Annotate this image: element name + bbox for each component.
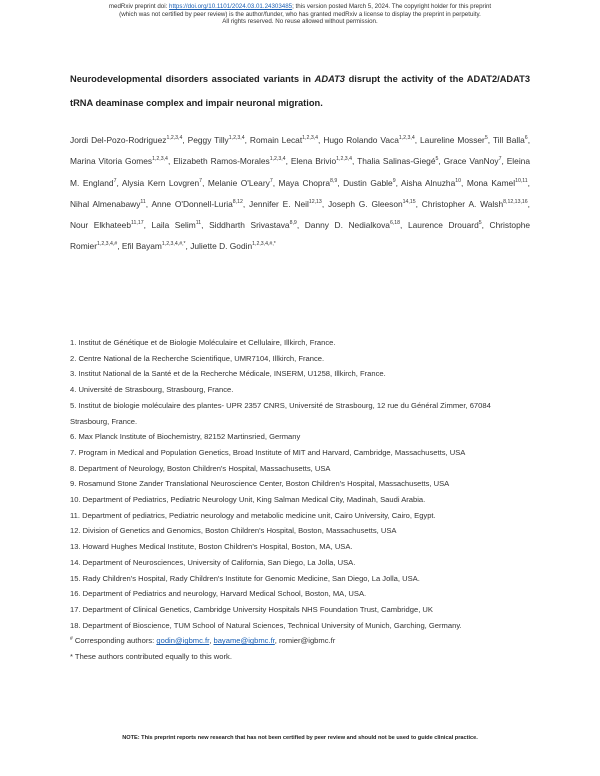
author-affiliation-sup: 7 (113, 177, 117, 184)
author-affiliation-sup: 10 (455, 177, 462, 184)
author-name: Laila Selim (151, 220, 196, 231)
corresponding-authors (70, 633, 530, 649)
email-separator: , (209, 636, 214, 646)
author-name: Marina Vitoria Gomes (70, 156, 153, 167)
affiliation-item: 14. Department of Neurosciences, University of California, San Diego, La Jolla, USA. (70, 557, 356, 567)
author-name: Christopher A. Walsh (421, 198, 504, 209)
header-doi-prefix: medRxiv preprint doi: (108, 3, 170, 10)
author-affiliation-sup: 11,17 (131, 220, 144, 227)
author-entry (323, 135, 414, 145)
author-affiliation-sup: 11 (140, 198, 146, 205)
author-name: Laureline Mosser (420, 135, 485, 145)
author-name: Joseph G. Gleeson (327, 198, 403, 209)
author-name: Juliette D. Godin (190, 241, 253, 252)
author-entry (493, 135, 528, 145)
header-line-2: (which was not certified by peer review) is the author/funder, who has granted medRxiv a license to display the preprint in perpetuity. (119, 10, 481, 18)
author-name: Siddharth Srivastava (209, 220, 290, 231)
email-link-bayam[interactable]: bayame@igbmc.fr (213, 636, 275, 646)
author-name: Eleina M. England (70, 156, 530, 188)
author-entry (122, 178, 202, 188)
affiliation-item: 2. Centre National de la Recherche Scientifique, UMR7104, Illkirch, France. (70, 353, 325, 363)
author-entry (467, 178, 528, 188)
author-name: Christophe Romier (70, 220, 531, 252)
affiliation-item: 3. Institut National de la Santé et de la Recherche Médicale, INSERM, U1258, Illkirch, France. (70, 369, 386, 379)
author-list: Jordi Del-Pozo-Rodriguez$^{1,2,3,4}$, Peggy Tilly$^{1,2,3,4}$, Romain Lecat$^{1,2,3,4}$, Hugo Rolando Vaca$^{1,2,3,4}$, Laureline Mosser$^5$, Till Balla$^6$, Marina Vitoria Gomes$^{1,2,3,4}$, Elizabeth Ramos-Morales$^{1,2,3,4}$, Elena Brivio$^{1,2,3,4}$, Thalia Salinas-Giegé$^5$, Grace VanNoy$^7$, Eleina M. England$^7$, Alysia Kern Lovgren$^7$, Melanie O'Leary$^7$, Maya Chopra$^{8,9}$, Dustin Gable$^9$, Aisha Alnuzha$^{10}$, Mona Kamel$^{10,11}$, Nihal Almenabawy$^{11}$, Anne O'Donnell-Luria$^{8,12}$, Jennifer E. Neil$^{12,13}$, Joseph G. Gleeson$^{14,15}$, Christopher A. Walsh$^{8,12,13,16}$, Nour Elkhateeb$^{11,17}$, Laila Selim$^{11}$, Siddharth Srivastava$^{8,9}$, Danny D. Nedialkova$^{6,18}$, Laurence Drouard$^5$, Christophe Romier$^{1,2,3,4,\#}$, Efil Bayam$^{1,2,3,4,\#,*}$, Juliette D. Godin$^{1,2,3,4,\#,*}$ (70, 135, 531, 252)
author-name: Melanie O'Leary (207, 177, 270, 188)
author-entry (408, 220, 482, 230)
affiliation-item: 10. Department of Pediatrics, Pediatric Neurology Unit, King Salman Medical City, Madinah, Saudi Arabia. (70, 495, 426, 505)
affiliation-item: 1. Institut de Génétique et de Biologie Moléculaire et Cellulaire, Illkirch, France. (70, 338, 336, 347)
author-entry (70, 156, 168, 166)
affiliation-list (70, 335, 530, 665)
doi-link[interactable]: https://doi.org/10.1101/2024.03.01.24303485 (169, 3, 293, 10)
author-affiliation-sup: 8,12 (232, 198, 243, 205)
author-entry (401, 178, 461, 188)
author-affiliation-sup: 1,2,3,4 (398, 135, 415, 141)
author-name: Romain Lecat (249, 135, 303, 145)
author-affiliation-sup: 5 (435, 156, 439, 163)
author-name: Dustin Gable (343, 177, 393, 188)
author-entry (291, 156, 352, 166)
affiliation-item: 15. Rady Children's Hospital, Rady Children's Institute for Genomic Medicine, San Diego, La Jolla, USA. (70, 573, 420, 583)
author-name: Jordi Del-Pozo-Rodriguez (70, 135, 167, 145)
author-entry (422, 199, 528, 209)
author-affiliation-sup: 7 (269, 177, 273, 184)
author-entry (279, 178, 338, 188)
author-affiliation-sup: 12,13 (308, 198, 322, 205)
author-entry (188, 135, 245, 145)
header-line-1 (70, 3, 530, 11)
author-affiliation-sup: 8,12,13,16 (503, 198, 528, 205)
author-name: Nour Elkhateeb (70, 220, 131, 231)
author-affiliation-sup: 8,9 (330, 177, 338, 184)
author-affiliation-sup: 6,18 (389, 220, 401, 227)
author-entry (420, 135, 488, 145)
author-name: Elizabeth Ramos-Morales (173, 156, 270, 167)
affiliation-item: 11. Department of pediatrics, Pediatric neurology and metabolic medicine unit, Cairo University, Cairo, Egypt. (70, 510, 436, 520)
email-separator: , (274, 636, 280, 646)
author-affiliation-sup: 1,2,3,4 (302, 135, 319, 141)
author-name: Grace VanNoy (443, 156, 499, 167)
author-affiliation-sup: 1,2,3,4,#,* (252, 241, 276, 248)
author-entry (249, 199, 322, 209)
author-entry (357, 156, 438, 166)
affiliation-item: 17. Department of Clinical Genetics, Cambridge University Hospitals NHS Foundation Trust, Cambridge, UK (70, 604, 433, 614)
affiliation-item: 12. Division of Genetics and Genomics, Boston Children's Hospital, Boston, Massachusetts, USA (70, 526, 397, 536)
author-affiliation-sup: 10,11 (515, 177, 528, 184)
author-affiliation-sup: 1,2,3,4,# (97, 241, 118, 248)
email-link-godin[interactable]: godin@igbmc.fr (156, 636, 210, 646)
author-affiliation-sup: 8,9 (289, 220, 297, 227)
author-entry (70, 135, 182, 145)
affiliation-items (70, 335, 530, 633)
affiliation-item: 13. Howard Hughes Medical Institute, Boston Children's Hospital, Boston, MA, USA. (70, 542, 353, 552)
author-affiliation-sup: 1,2,3,4 (152, 156, 168, 163)
header-line-3: All rights reserved. No reuse allowed without permission. (222, 18, 378, 26)
author-entry (343, 178, 396, 188)
affiliation-item: 7. Program in Medical and Population Genetics, Broad Institute of MIT and Harvard, Cambridge, Massachusetts, USA (70, 447, 466, 457)
peer-review-note: NOTE: This preprint reports new research that has not been certified by peer review and should not be used to guide clinical practice. (122, 735, 478, 741)
affiliation-item: 16. Department of Pediatrics and neurology, Harvard Medical School, Boston, MA, USA. (70, 589, 367, 599)
author-affiliation-sup: 5 (484, 135, 488, 141)
preprint-header (70, 3, 530, 26)
corresponding-label: Corresponding authors: (72, 636, 157, 646)
author-entry (305, 220, 400, 230)
title-gene: ADAT3 (314, 74, 345, 84)
author-entry (70, 220, 144, 230)
author-affiliation-sup: 1,2,3,4 (336, 156, 353, 163)
author-entry (328, 199, 416, 209)
author-name: Mona Kamel (466, 177, 516, 188)
corresponding-marker: # (70, 636, 73, 643)
author-entry (250, 135, 318, 145)
author-affiliation-sup: 7 (199, 177, 203, 184)
author-affiliation-sup: 1,2,3,4,#,* (161, 241, 186, 248)
author-affiliation-sup: 14,15 (402, 198, 416, 205)
author-affiliation-sup: 9 (392, 177, 396, 184)
author-affiliation-sup: 1,2,3,4 (166, 135, 183, 141)
header-copyright-text: ; this version posted March 5, 2024. The copyright holder for this preprint (292, 3, 492, 10)
author-name: Alysia Kern Lovgren (121, 177, 200, 188)
author-affiliation-sup: 6 (524, 135, 528, 141)
author-entry (190, 241, 276, 251)
affiliation-item: 6. Max Planck Institute of Biochemistry, 82152 Martinsried, Germany (70, 432, 301, 442)
author-name: Hugo Rolando Vaca (323, 135, 399, 145)
author-name: Nihal Almenabawy (70, 198, 141, 209)
author-entry (208, 178, 273, 188)
affiliation-item: 9. Rosamund Stone Zander Translational Neuroscience Center, Boston Children's Hospital, Massachusetts, USA (70, 479, 450, 489)
author-name: Efil Bayam (121, 241, 162, 252)
author-entry (70, 199, 146, 209)
email-romier: romier@igbmc.fr (279, 636, 336, 646)
author-affiliation-sup: 11 (195, 220, 202, 227)
equal-contribution-note: * These authors contributed equally to this work. (70, 652, 232, 662)
author-entry (209, 220, 297, 230)
title-part-1: Neurodevelopmental disorders associated variants in (70, 74, 315, 84)
author-affiliation-sup: 5 (478, 220, 482, 227)
author-affiliation-sup: 1,2,3,4 (269, 156, 286, 163)
author-name: Peggy Tilly (187, 135, 229, 145)
author-name: Jennifer E. Neil (249, 198, 309, 209)
author-entry (173, 156, 285, 166)
paper-title (70, 67, 530, 115)
author-entry (151, 199, 242, 209)
author-entry (444, 156, 502, 166)
author-name: Till Balla (492, 135, 525, 145)
author-name: Anne O'Donnell-Luria (151, 198, 233, 209)
author-name: Maya Chopra (278, 177, 331, 188)
affiliation-item: 5. Institut de biologie moléculaire des plantes- UPR 2357 CNRS, Université de Strasbourg, 12 rue du Général Zimmer, 67084 Strasbourg, France. (70, 400, 491, 426)
author-affiliation-sup: 1,2,3,4 (228, 135, 245, 141)
author-name: Laurence Drouard (407, 220, 479, 231)
author-name: Elena Brivio (290, 156, 337, 167)
affiliation-item: 8. Department of Neurology, Boston Children's Hospital, Massachusetts, USA (70, 463, 331, 473)
author-entry (122, 241, 186, 251)
author-affiliation-sup: 7 (498, 156, 502, 163)
author-name: Thalia Salinas-Giegé (357, 156, 436, 167)
author-entry (152, 220, 202, 230)
affiliation-item: 18. Department of Bioscience, TUM School of Natural Sciences, Technical University of Munich, Garching, Germany. (70, 620, 462, 630)
title-part-2: disrupt the activity of the ADAT2/ADAT3 tRNA deaminase complex and impair neuronal migration. (70, 74, 530, 108)
affiliation-item: 4. Université de Strasbourg, Strasbourg, France. (70, 385, 234, 395)
author-name: Aisha Alnuzha (400, 177, 456, 188)
author-name: Danny D. Nedialkova (304, 220, 390, 231)
